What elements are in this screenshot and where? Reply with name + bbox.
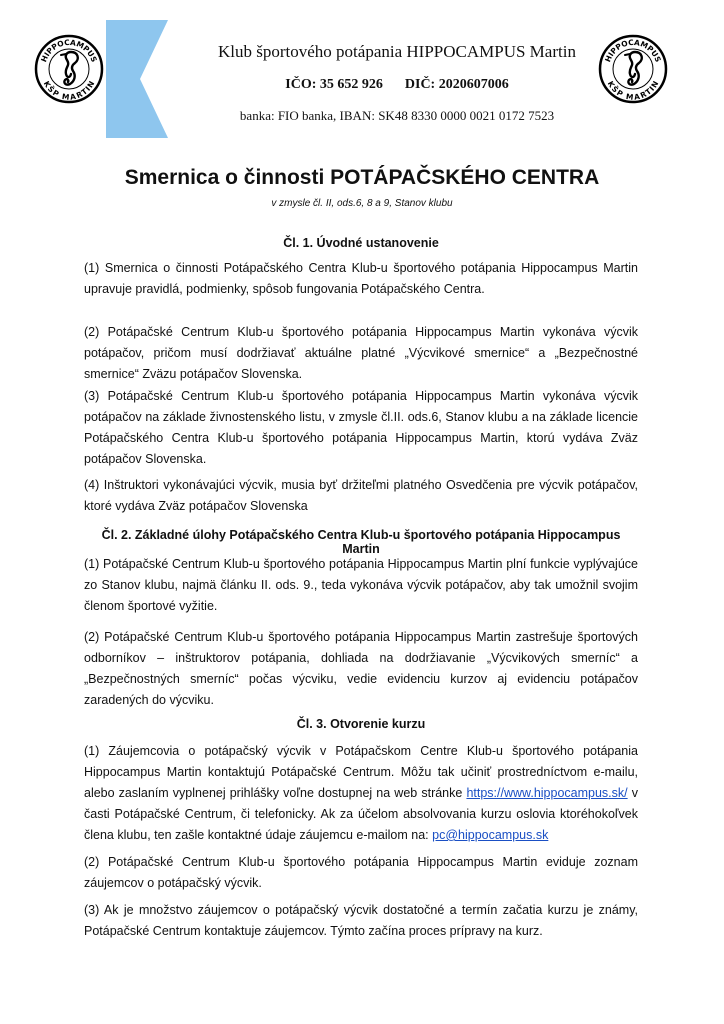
paragraph-1-1: (1) Smernica o činnosti Potápačského Centra Klub-u športového potápania Hippocampus Martin upravuje pravidlá, podmienky, spôsob fungovania Potápačského Centra. <box>84 261 638 296</box>
paragraph-1-2: (2) Potápačské Centrum Klub-u športového potápania Hippocampus Martin vykonáva výcvik potápačov, pričom musí dodržiavať aktuálne platné „Výcvikové smernice“ a „Bezpečnostné smernice“ Zväzu potápačov Slovenska. <box>84 325 638 381</box>
paragraph-3-2: (2) Potápačské Centrum Klub-u športového potápania Hippocampus Martin eviduje zoznam záujemcov o potápačský výcvik. <box>84 855 638 890</box>
document-title: Smernica o činnosti POTÁPAČSKÉHO CENTRA <box>124 166 600 189</box>
section-heading-3: Čl. 3. Otvorenie kurzu <box>296 717 426 731</box>
document-subtitle: v zmysle čl. II, ods.6, 8 a 9, Stanov klubu <box>271 198 453 209</box>
club-logo-right <box>598 34 668 104</box>
section-heading-2: Čl. 2. Základné úlohy Potápačského Centra Klub-u športového potápania Hippocampus Martin <box>101 528 621 556</box>
logo-top-text: HIPPOCAMPUS <box>603 37 663 64</box>
section-heading-1: Čl. 1. Úvodné ustanovenie <box>283 236 439 250</box>
paragraph-2-1: (1) Potápačské Centrum Klub-u športového potápania Hippocampus Martin plní funkcie vyplývajúce zo Stanov klubu, najmä článku II. ods. 9., teda vykonáva výcvik potápačov, aby tak umožnil svojim členom športové vyžitie. <box>84 557 638 613</box>
logo-top-text: HIPPOCAMPUS <box>39 37 99 64</box>
paragraph-1-4: (4) Inštruktori vykonávajúci výcvik, musia byť držiteľmi platného Osvedčenia pre výcvik potápačov, ktoré vydáva Zväz potápačov Slovenska <box>84 478 638 513</box>
club-name: Klub športového potápania HIPPOCAMPUS Martin <box>218 42 576 61</box>
club-logo-left <box>34 34 104 104</box>
logo-bottom-text: KŠP MARTIN <box>605 79 661 102</box>
paragraph-3-1-text-b: v časti Potápačské Centrum, či telefonicky. Ak za účelom absolvovania kurzu oslovia ktoréhokoľvek člena klubu, ten zašle kontaktné údaje záujemcu e-mailom na: <box>84 786 638 842</box>
logo-bottom-text: KŠP MARTIN <box>41 79 97 102</box>
ico-number: IČO: 35 652 926 <box>285 77 383 92</box>
email-link[interactable]: pc@hippocampus.sk <box>432 828 549 842</box>
paragraph-3-1-text-a: (1) Záujemcovia o potápačský výcvik v Potápačskom Centre Klub-u športového potápania Hippocampus Martin kontaktujú Potápačské Centrum. Môžu tak učiniť prostredníctvom e-mailu, alebo zaslaním vyplnenej prihlášky voľne dostupnej na web stránke <box>84 744 638 800</box>
paragraph-3-1 <box>84 741 638 846</box>
club-ids <box>150 77 644 93</box>
paragraph-2-2: (2) Potápačské Centrum Klub-u športového potápania Hippocampus Martin zastrešuje športových odborníkov – inštruktorov potápania, dohliada na dodržiavanie „Výcvikových smerníc“ a „Bezpečnostných smerníc“ počas výcviku, vedie evidenciu kurzov aj evidenciu potápačov zaradených do výcviku. <box>84 630 638 707</box>
dic-number: DIČ: 2020607006 <box>404 77 509 92</box>
paragraph-1-3: (3) Potápačské Centrum Klub-u športového potápania Hippocampus Martin vykonáva výcvik potápačov na základe živnostenského listu, v zmysle čl.II. ods.6, Stanov klubu a na základe licencie Potápačského Centra Klub-u športového potápania Hippocampus Martin, ktorú vydáva Zväz potápačov Slovenska. <box>84 389 638 466</box>
bank-details: banka: FIO banka, IBAN: SK48 8330 0000 0021 0172 7523 <box>239 108 555 123</box>
website-link[interactable]: https://www.hippocampus.sk/ <box>466 786 628 800</box>
paragraph-3-3: (3) Ak je množstvo záujemcov o potápačský výcvik dostatočné a termín začatia kurzu je známy, Potápačské Centrum kontaktuje záujemcov. Týmto začína proces prípravy na kurz. <box>84 903 638 938</box>
